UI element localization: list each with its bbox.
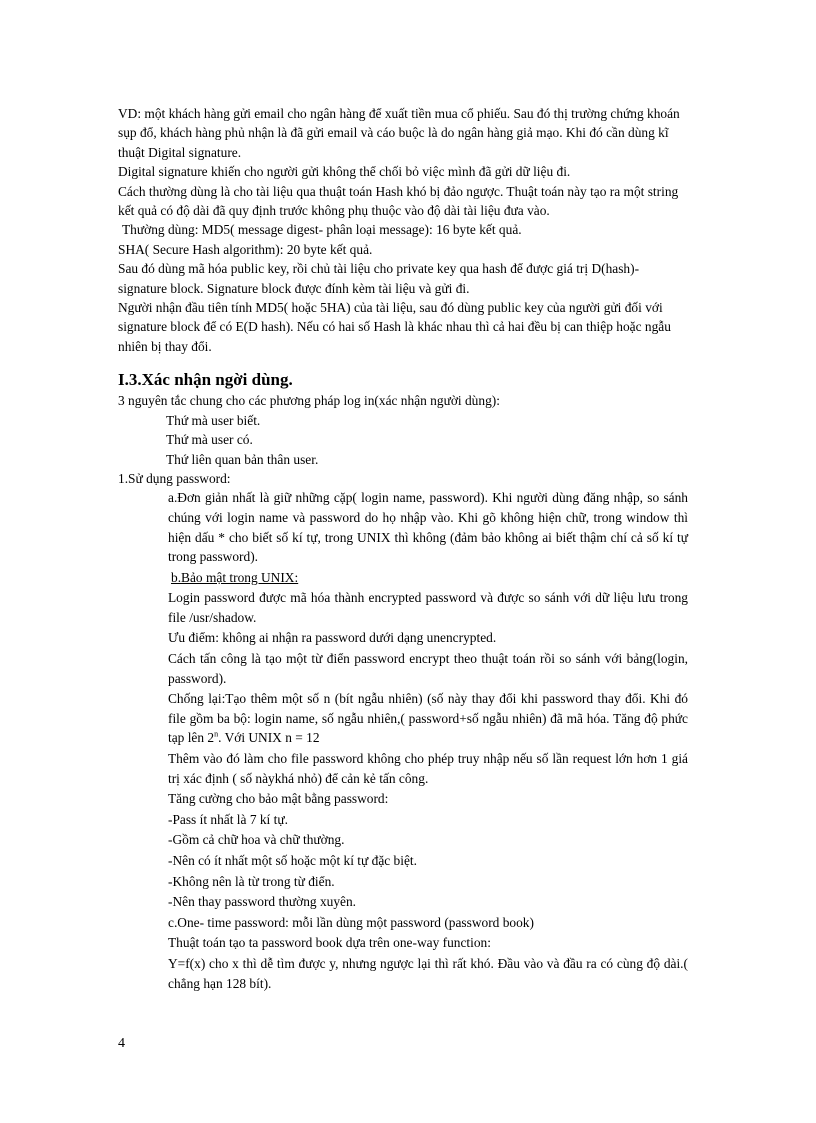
password-rule: -Nên có ít nhất một số hoặc một kí tự đặc biệt. bbox=[168, 853, 417, 868]
sub-heading-password: 1.Sử dụng password: bbox=[118, 470, 231, 486]
password-rule: -Pass ít nhất là 7 kí tự. bbox=[168, 811, 288, 827]
block-b-line: Login password được mã hóa thành encrypted password và được so sánh với dữ liệu lưu trong file /usr/shadow. bbox=[168, 590, 688, 625]
block-b-salt bbox=[168, 689, 688, 748]
block-c-line: c.One- time password: mỗi lần dùng một password (password book) bbox=[168, 914, 534, 930]
block-b-title bbox=[168, 568, 688, 588]
salt-text-before: Chống lại:Tạo thêm một số n (bít ngẫu nhiên) (số này thay đổi khi password thay đổi. Khi đó file gồm ba bộ: login name, số ngẫu nhiên,( password+số ngẫu nhiên) đã mã hóa. Tăng độ phức tạp lên 2 bbox=[168, 691, 688, 746]
section-heading: I.3.Xác nhận ngời dùng. bbox=[118, 370, 293, 390]
salt-text-after: . Với UNIX n = 12 bbox=[218, 730, 320, 746]
password-rule: -Không nên là từ trong từ điển. bbox=[168, 873, 335, 889]
paragraph-receiver: Người nhận đầu tiên tính MD5( hoặc 5HA) của tài liệu, sau đó dùng public key của người gửi đối với signature block để có E(D hash). Nếu có hai số Hash là khác nhau thì cả hai đều bị can thiệp hoặc ngẫu nhiên bị thay đổi. bbox=[118, 300, 671, 354]
block-a-text: a.Đơn giản nhất là giữ những cặp( login name, password). Khi người dùng đăng nhập, so sánh chúng với login name và password do họ nhập vào. Khi gõ không hiện chữ, trong window thì hiện dấu * cho biết số kí tự, trong UNIX thì không (đảm bảo không ai biết thậm chí cả số kí tự trong password). bbox=[168, 490, 688, 565]
block-c-line: Y=f(x) cho x thì dễ tìm được y, nhưng ngược lại thì rất khó. Đầu vào và đầu ra có cùng độ dài.( chẳng hạn 128 bít). bbox=[168, 955, 688, 991]
password-rule: -Gồm cả chữ hoa và chữ thường. bbox=[168, 832, 345, 848]
block-b-title-text: b.Bảo mật trong UNIX: bbox=[171, 569, 299, 585]
block-b-more-line: Thêm vào đó làm cho file password không cho phép truy nhập nếu số lần request lớn hơn 1 giá trị xác định ( số nàykhá nhỏ) để cản kẻ tấn công. bbox=[168, 751, 688, 786]
principle-item: Thứ liên quan bản thân user. bbox=[166, 451, 319, 467]
page-number: 4 bbox=[118, 1036, 125, 1051]
paragraph-digital-signature: Digital signature khiến cho người gửi không thể chối bỏ việc mình đã gửi dữ liệu đi. bbox=[118, 164, 571, 180]
principle-item: Thứ mà user biết. bbox=[166, 412, 261, 428]
password-block bbox=[168, 488, 688, 993]
paragraph-md5: Thường dùng: MD5( message digest- phân loại message): 16 byte kết quả. bbox=[122, 222, 522, 238]
block-b-line: Cách tấn công là tạo một từ điển password encrypt theo thuật toán rồi so sánh với bảng(login, password). bbox=[168, 651, 688, 686]
paragraph-sha: SHA( Secure Hash algorithm): 20 byte kết quả. bbox=[118, 241, 373, 257]
paragraph-example: VD: một khách hàng gửi email cho ngân hàng để xuất tiền mua cổ phiếu. Sau đó thị trường chứng khoán sụp đổ, khách hàng phủ nhận là đã gửi email và cáo buộc là do ngân hàng giả mạo. Khi đó cần dùng kĩ thuật Digital signature. bbox=[118, 106, 680, 160]
block-b-more-line: Tăng cường cho bảo mật bằng password: bbox=[168, 791, 389, 807]
salt-exponent: n bbox=[214, 729, 219, 739]
block-c-line: Thuật toán tạo ta password book dựa trên one-way function: bbox=[168, 935, 491, 951]
block-b-line: Ưu điểm: không ai nhận ra password dưới dạng unencrypted. bbox=[168, 630, 497, 646]
paragraph-public-key: Sau đó dùng mã hóa public key, rồi chủ tài liệu cho private key qua hash để được giá trị D(hash)- signature block. Signature block được đính kèm tài liệu và gửi đi. bbox=[118, 261, 640, 296]
paragraph-hash-method: Cách thường dùng là cho tài liệu qua thuật toán Hash khó bị đảo ngược. Thuật toán này tạo ra một string kết quả có độ dài đã quy định trước không phụ thuộc vào độ dài tài liệu đưa vào. bbox=[118, 183, 679, 219]
page-content bbox=[118, 104, 688, 994]
principle-item: Thứ mà user có. bbox=[166, 432, 253, 448]
password-rule: -Nên thay password thường xuyên. bbox=[168, 894, 357, 910]
intro-line: 3 nguyên tắc chung cho các phương pháp log in(xác nhận người dùng): bbox=[118, 393, 500, 409]
